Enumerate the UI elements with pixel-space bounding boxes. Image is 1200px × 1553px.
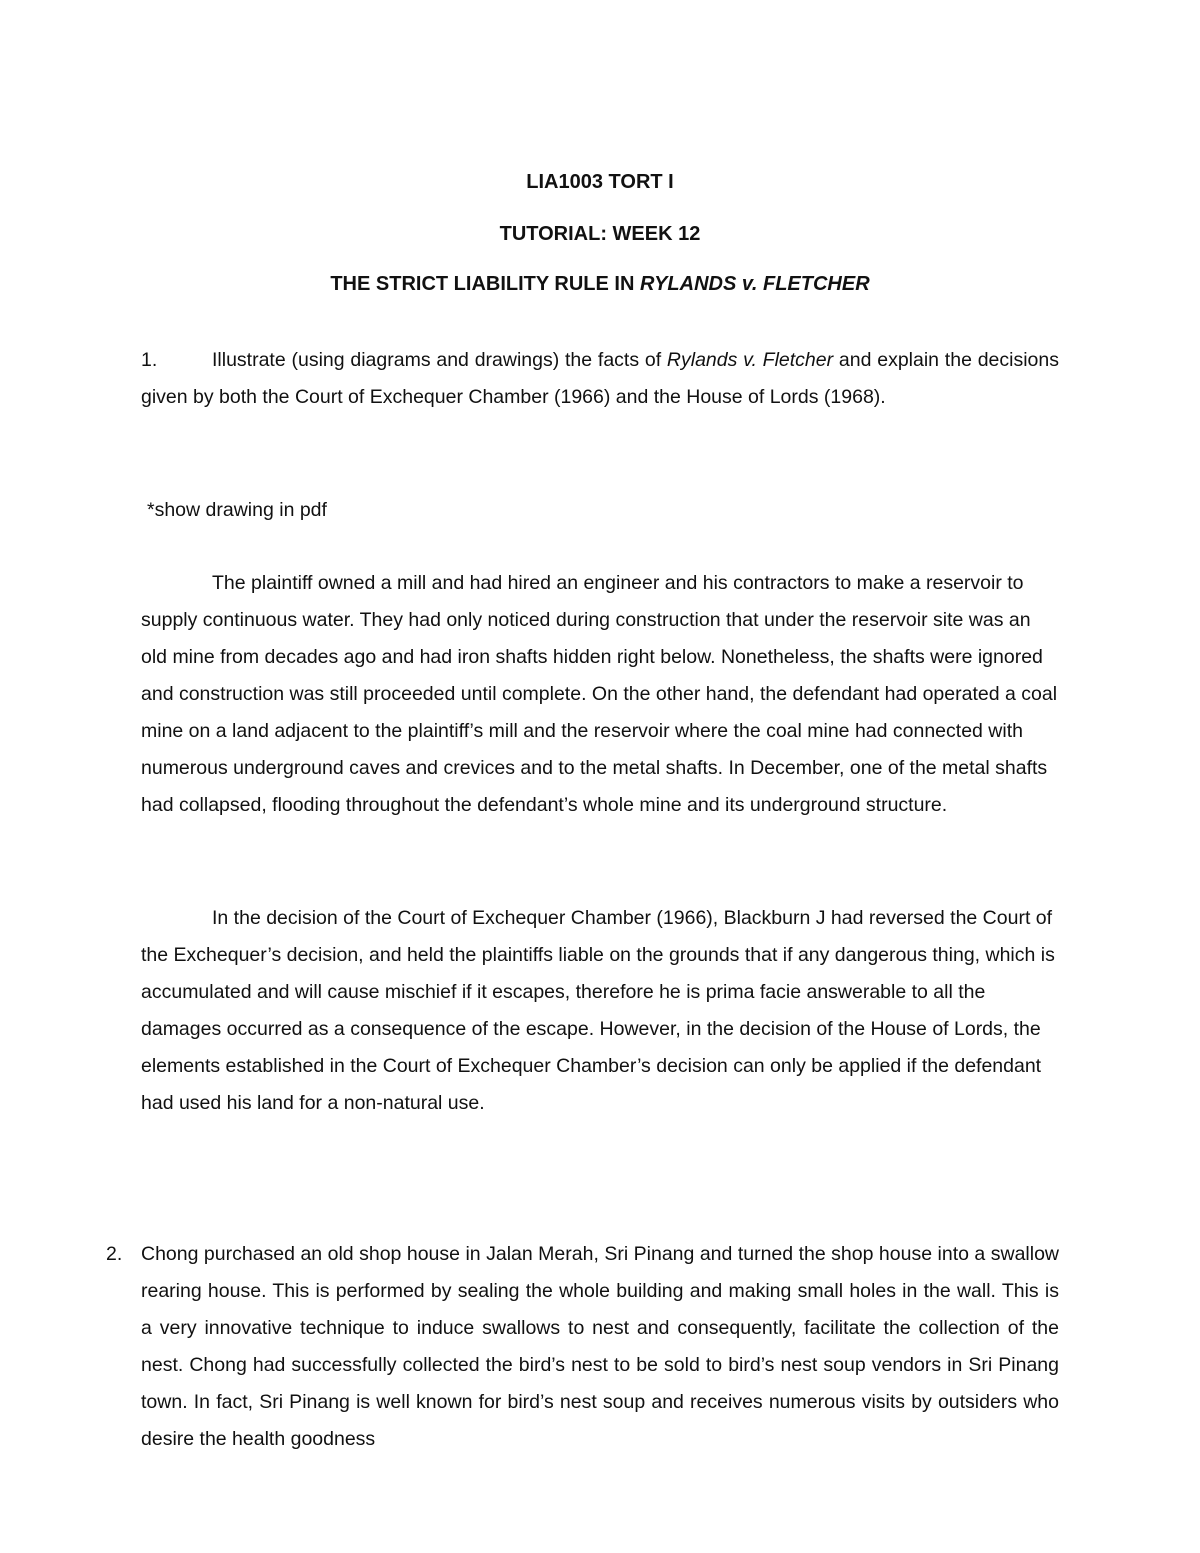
question-2-text: Chong purchased an old shop house in Jalan Merah, Sri Pinang and turned the shop house into a swallow rearing house. This is performed by sealing the whole building and making small holes in the wall. This is a very innovative technique to induce swallows to nest and consequently, facilitate the collection of the nest. Chong had successfully collected the bird’s nest to be sold to bird’s nest soup vendors in Sri Pinang town. In fact, Sri Pinang is well known for bird’s nest soup and receives numerous visits by outsiders who desire the health goodness xyxy=(141,1243,1059,1450)
answer-paragraph-1: The plaintiff owned a mill and had hired an engineer and his contractors to make a reservoir to supply continuous water. They had only noticed during construction that under the reservoir site was an old mine from decades ago and had iron shafts hidden right below. Nonetheless, the shafts were ignored and construction was still proceeded until complete. On the other hand, the defendant had operated a coal mine on a land adjacent to the plaintiff’s mill and the reservoir where the coal mine had connected with numerous underground caves and crevices and to the metal shafts. In December, one of the metal shafts had collapsed, flooding throughout the defendant’s whole mine and its underground structure. xyxy=(141,572,1058,816)
question-1-number: 1. xyxy=(141,349,158,371)
answer-paragraph-2: In the decision of the Court of Exchequer Chamber (1966), Blackburn J had reversed the Court of the Exchequer’s decision, and held the plaintiffs liable on the grounds that if any dangerous thing, which is accumulated and will cause mischief if it escapes, therefore he is prima facie answerable to all the damages occurred as a consequence of the escape. However, in the decision of the House of Lords, the elements established in the Court of Exchequer Chamber’s decision can only be applied if the defendant had used his land for a non-natural use. xyxy=(141,907,1055,1114)
tutorial-week: TUTORIAL: WEEK 12 xyxy=(499,223,701,245)
topic-title xyxy=(0,272,1200,296)
question-1-text-before: Illustrate (using diagrams and drawings) the facts of xyxy=(212,349,667,371)
question-2-number: 2. xyxy=(106,1243,123,1265)
course-title: LIA1003 TORT I xyxy=(526,171,674,193)
topic-case-name: RYLANDS v. FLETCHER xyxy=(639,273,870,295)
topic-prefix: THE STRICT LIABILITY RULE IN xyxy=(330,273,640,295)
drawing-note: *show drawing in pdf xyxy=(147,499,327,521)
question-1-text-after: and explain the decisions given by both the Court of Exchequer Chamber (1966) and the House of Lords (1968). xyxy=(141,349,1059,408)
question-1-text xyxy=(141,342,1059,416)
question-1-case-name: Rylands v. Fletcher xyxy=(666,349,834,371)
